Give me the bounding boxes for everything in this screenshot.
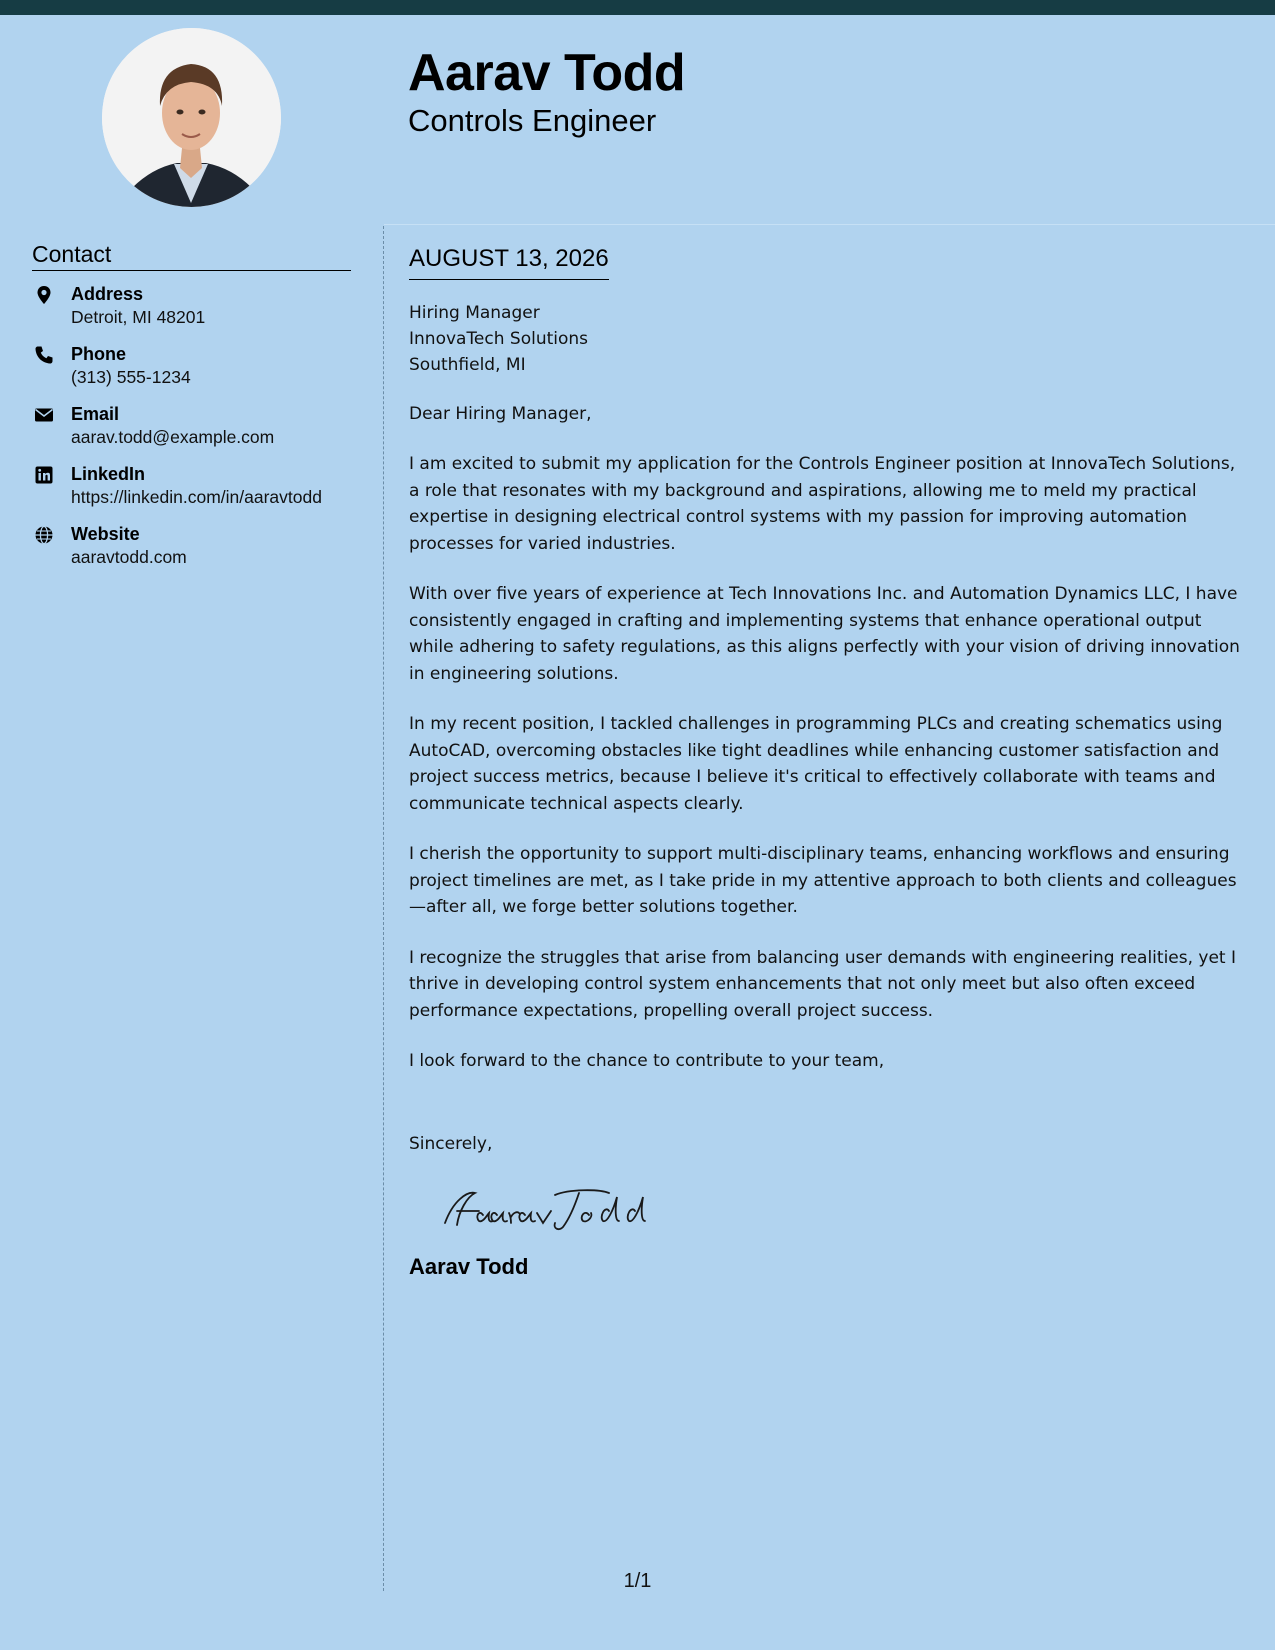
contact-list [32, 283, 351, 568]
contact-heading: Contact [32, 240, 351, 271]
globe-icon [34, 525, 54, 545]
signed-name: Aarav Todd [409, 1253, 529, 1279]
column-divider [383, 226, 384, 1591]
letter-paragraph: I recognize the struggles that arise from balancing user demands with engineering realities, yet I thrive in developing control system enhancements that not only meet but also often exceed performance expectations, propelling overall project success. [409, 947, 1237, 1021]
contact-label: Email [71, 404, 120, 424]
contact-value: (313) 555-1234 [71, 367, 191, 387]
letter-body [409, 244, 1241, 1281]
letter-date: AUGUST 13, 2026 [409, 244, 609, 280]
top-accent-bar [0, 0, 1275, 15]
contact-label: Phone [71, 344, 127, 364]
recipient-block [409, 300, 1241, 378]
contact-item-linkedin [32, 463, 351, 508]
header-divider [384, 224, 1275, 225]
contact-item-email [32, 403, 351, 448]
contact-value[interactable]: aarav.todd@example.com [71, 427, 275, 447]
letter-paragraph: I look forward to the chance to contribute to your team, [409, 1051, 885, 1071]
linkedin-icon [34, 465, 54, 485]
letter-paragraph: With over five years of experience at Tech Innovations Inc. and Automation Dynamics LLC, I have consistently engaged in crafting and implementing systems that enhance operational output while adhering to safety regulations, as this aligns perfectly with your vision of driving innovation in engineering solutions. [409, 584, 1240, 684]
sign-off: Sincerely, [409, 1133, 493, 1154]
salutation: Dear Hiring Manager, [409, 404, 592, 424]
contact-item-website [32, 523, 351, 568]
letter-paragraph: In my recent position, I tackled challenges in programming PLCs and creating schematics using AutoCAD, overcoming obstacles like tight deadlines while enhancing customer satisfaction and project success metrics, because I believe it's critical to effectively collaborate with teams and communicate technical aspects clearly. [409, 714, 1223, 814]
recipient-line: InnovaTech Solutions [409, 329, 589, 349]
contact-sidebar [32, 240, 351, 583]
profile-photo [102, 28, 281, 207]
map-pin-icon [34, 285, 54, 305]
contact-value[interactable]: https://linkedin.com/in/aaravtodd [71, 487, 322, 507]
handwritten-signature [439, 1181, 1241, 1241]
job-title: Controls Engineer [408, 103, 657, 138]
page-number: 1/1 [623, 1570, 652, 1592]
contact-item-phone [32, 343, 351, 388]
letter-paragraph: I cherish the opportunity to support multi-disciplinary teams, enhancing workflows and ensuring project timelines are met, as I take pride in my attentive approach to both clients and colleagues—after all, we forge better solutions together. [409, 844, 1237, 917]
recipient-line: Southfield, MI [409, 355, 526, 375]
candidate-name: Aarav Todd [408, 44, 686, 102]
contact-value: Detroit, MI 48201 [71, 307, 206, 327]
contact-label: Address [71, 284, 144, 304]
envelope-icon [34, 405, 54, 425]
contact-label: Website [71, 524, 140, 544]
contact-item-address [32, 283, 351, 328]
letter-paragraph: I am excited to submit my application for the Controls Engineer position at InnovaTech Solutions, a role that resonates with my background and aspirations, allowing me to meld my practical expertise in designing electrical control systems with my passion for improving automation processes for varied industries. [409, 454, 1236, 554]
phone-icon [34, 345, 54, 365]
contact-label: LinkedIn [71, 464, 146, 484]
contact-value[interactable]: aaravtodd.com [71, 547, 187, 567]
recipient-line: Hiring Manager [409, 303, 540, 323]
